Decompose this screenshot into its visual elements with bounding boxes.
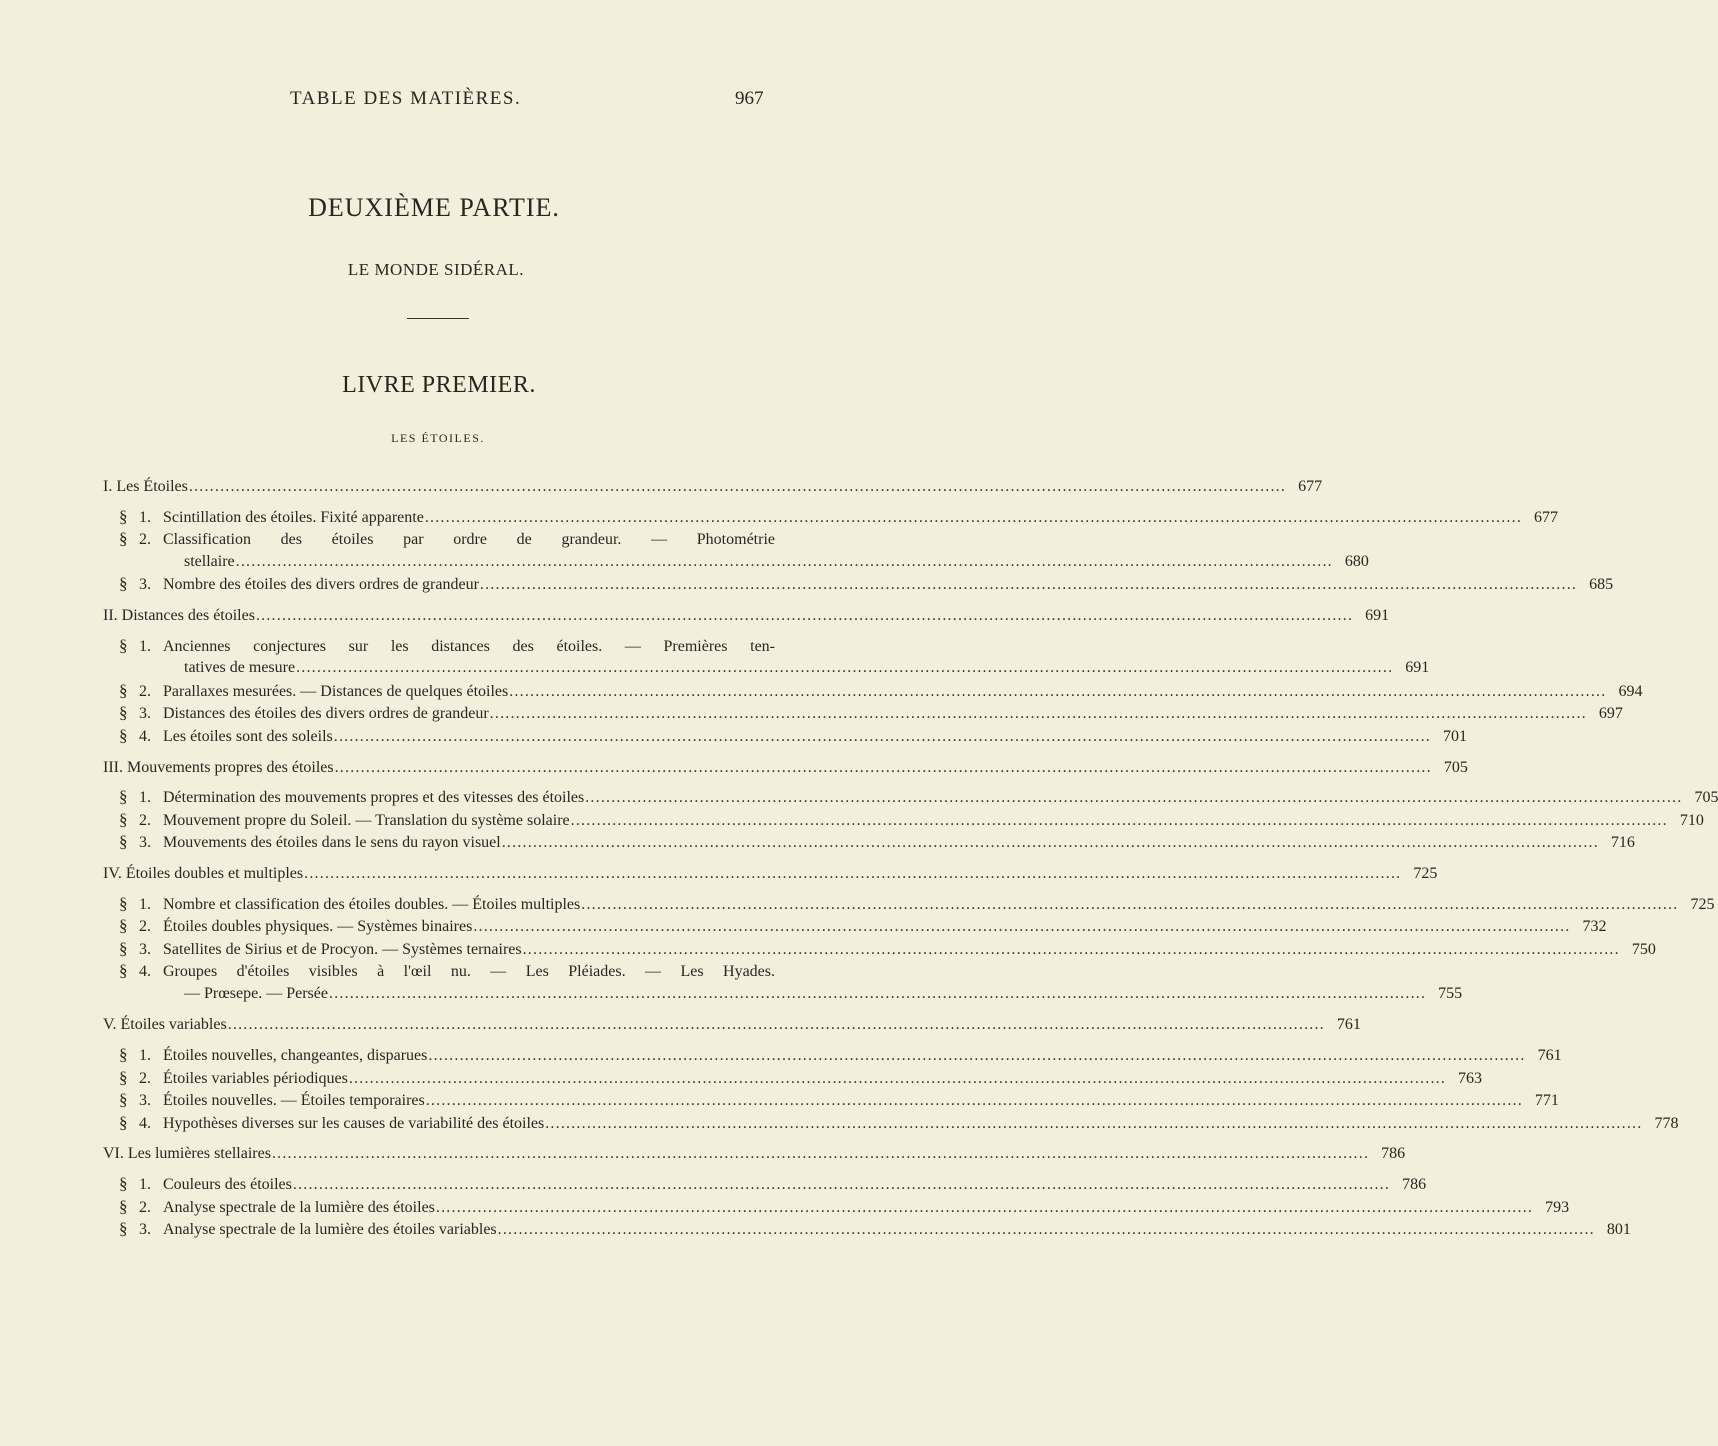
toc-page-number: 786 [1402,1176,1427,1194]
section-number: 2. [139,811,151,829]
section-number: 2. [139,531,151,549]
toc-section-text: Distances des étoiles des divers ordres de grandeur [163,705,489,723]
section-number: 1. [139,789,151,807]
toc-chapter-heading [103,1014,1361,1037]
leader-dots [349,1068,1446,1091]
divider-rule [407,318,469,319]
section-number: 3. [139,1092,151,1110]
running-head-page-number: 967 [735,88,764,109]
toc-section-text: Étoiles doubles physiques. — Systèmes binaires [163,918,473,936]
section-number: 1. [139,637,151,655]
toc-section [103,1067,1483,1090]
toc-chapter-title: VI. Les lumières stellaires [103,1145,271,1163]
toc-section [103,893,1715,916]
toc-section-text: Nombre des étoiles des divers ordres de grandeur [163,576,479,594]
leader-dots [545,1113,1642,1136]
toc-chapter [103,1014,1679,1134]
toc-section-text: Satellites de Sirius et de Procyon. — Systèmes ternaires [163,940,522,958]
section-sign: § [119,787,128,807]
section-sign: § [119,506,128,526]
toc-page-number: 725 [1413,864,1438,882]
leader-dots [228,1014,1325,1037]
toc-chapter-heading [103,605,1390,628]
section-sign: § [119,635,128,655]
leader-dots [334,726,1431,749]
toc-section [103,786,1718,809]
section-sign: § [119,1219,128,1239]
toc-page-number: 710 [1679,811,1704,829]
section-number: 3. [139,940,151,958]
leader-dots [509,681,1606,704]
leader-dots [585,787,1682,810]
toc-section [103,1044,1562,1067]
section-sign: § [119,703,128,723]
toc-page-number: 677 [1298,478,1323,495]
leader-dots [236,551,1333,574]
toc-section-text: stellaire [184,552,235,570]
leader-dots [189,476,1286,499]
toc-section-text: Couleurs des étoiles [163,1176,292,1194]
section-sign: § [119,529,128,549]
leader-dots [490,703,1587,726]
toc-section-text: Étoiles variables périodiques [163,1069,348,1087]
section-sign: § [119,938,128,958]
leader-dots [329,983,1426,1006]
section-number: 3. [139,576,151,594]
toc-section [103,1173,1427,1196]
section-number: 3. [139,705,151,723]
toc-chapter-title: IV. Étoiles doubles et multiples [103,864,304,882]
part-title: DEUXIÈME PARTIE. [308,193,560,222]
section-number: 3. [139,834,151,852]
section-number: 1. [139,1176,151,1194]
toc-chapter [103,863,1715,1006]
toc-page-number: 691 [1365,606,1390,624]
toc-chapter [103,605,1643,748]
toc-page-number: 801 [1606,1221,1631,1239]
section-number: 2. [139,1069,151,1087]
toc-section-text: tatives de mesure [184,659,296,677]
toc-chapter-heading [103,863,1438,886]
toc-section-text: Classification des étoiles par ordre de grandeur. — Photométrie [163,531,775,549]
section-number: 4. [139,1114,151,1132]
leader-dots [581,894,1678,917]
section-number: 2. [139,682,151,700]
section-number: 2. [139,918,151,936]
toc-section-continuation [103,657,1430,680]
section-sign: § [119,1196,128,1216]
toc-page-number: 786 [1381,1145,1406,1163]
toc-section-text: Les étoiles sont des soleils [163,727,333,745]
toc-section-text: — Prœsepe. — Persée [184,984,328,1002]
toc-page-number: 716 [1610,834,1635,852]
toc-section-text: Analyse spectrale de la lumière des étoiles variables [163,1221,497,1239]
toc-section-continuation [103,551,1369,574]
toc-chapter-heading [103,757,1468,780]
toc-chapter-title: I. Les Étoiles [103,478,188,495]
toc-section [103,915,1607,938]
section-sign: § [119,574,128,594]
toc-section-text: Mouvement propre du Soleil. — Translation du système solaire [163,811,570,829]
running-head-title: TABLE DES MATIÈRES. [290,88,522,109]
toc-page-number: 697 [1598,705,1623,723]
section-sign: § [119,893,128,913]
toc-section [103,938,1656,961]
toc-section [103,506,1559,529]
toc-page-number: 763 [1458,1069,1483,1087]
toc-section-text: Étoiles nouvelles, changeantes, disparues [163,1047,428,1065]
toc-section-text: Mouvements des étoiles dans le sens du rayon visuel [163,834,501,852]
book-title: LIVRE PREMIER. [342,372,536,398]
toc-section-text: Détermination des mouvements propres et des vitesses des étoiles [163,789,585,807]
toc-page-number: 680 [1344,552,1369,570]
toc-section [103,680,1643,703]
toc-chapter-heading [103,476,1323,499]
section-sign: § [119,1112,128,1132]
leader-dots [428,1045,1525,1068]
toc-page-number: 778 [1654,1114,1679,1132]
toc-section-text: Étoiles nouvelles. — Étoiles temporaires [163,1092,425,1110]
book-subtitle: LES ÉTOILES. [391,431,485,445]
toc-chapter-title: V. Étoiles variables [103,1016,227,1034]
section-number: 4. [139,963,151,981]
toc-section [103,528,775,551]
section-sign: § [119,1067,128,1087]
section-sign: § [119,725,128,745]
section-sign: § [119,680,128,700]
leader-dots [296,657,1393,680]
toc-section-text: Anciennes conjectures sur les distances des étoiles. — Premières ten- [163,637,775,655]
section-number: 1. [139,508,151,526]
toc-page-number: 705 [1694,789,1718,807]
section-sign: § [119,809,128,829]
leader-dots [436,1197,1533,1220]
section-number: 1. [139,895,151,913]
toc-page-number: 701 [1442,727,1467,745]
toc-section-text: Groupes d'étoiles visibles à l'œil nu. — Les Pléiades. — Les Hyades. [163,963,775,981]
leader-dots [498,1219,1595,1242]
toc-chapter-title: II. Distances des étoiles [103,606,255,624]
toc-page-number: 771 [1534,1092,1559,1110]
toc-section [103,702,1623,725]
toc-page-number: 761 [1537,1047,1562,1065]
toc-page-number: 755 [1438,984,1463,1002]
leader-dots [293,1174,1390,1197]
leader-dots [523,939,1620,962]
leader-dots [272,1143,1369,1166]
section-sign: § [119,1090,128,1110]
toc-page-number: 694 [1618,682,1643,700]
leader-dots [480,574,1577,597]
section-sign: § [119,1045,128,1065]
leader-dots [335,757,1432,780]
section-sign: § [119,961,128,981]
toc-chapter [103,1143,1631,1240]
leader-dots [425,507,1522,530]
toc-page-number: 705 [1443,758,1468,776]
toc-chapter [103,476,1614,596]
section-sign: § [119,832,128,852]
toc-section-text: Parallaxes mesurées. — Distances de quelques étoiles [163,682,509,700]
section-sign: § [119,916,128,936]
leader-dots [502,832,1599,855]
leader-dots [426,1090,1523,1113]
section-number: 4. [139,727,151,745]
toc-page-number: 761 [1336,1016,1361,1034]
section-number: 2. [139,1198,151,1216]
toc-section-text: Nombre et classification des étoiles doubles. — Étoiles multiples [163,895,581,913]
toc-section [103,725,1467,748]
part-subtitle: LE MONDE SIDÉRAL. [347,260,525,279]
toc-section [103,1218,1631,1241]
toc-section [103,960,775,983]
toc-section-text: Hypothèses diverses sur les causes de variabilité des étoiles [163,1114,545,1132]
toc-page-number: 691 [1405,659,1430,677]
toc-section [103,831,1635,854]
toc-section [103,573,1614,596]
toc-section-text: Scintillation des étoiles. Fixité apparente [163,508,424,526]
leader-dots [473,916,1570,939]
toc-section-text: Analyse spectrale de la lumière des étoiles [163,1198,435,1216]
running-head [0,88,928,112]
toc-page-number: 677 [1534,508,1559,526]
leader-dots [571,810,1668,833]
leader-dots [256,605,1353,628]
toc-chapter [103,757,1718,854]
toc-page-number: 685 [1589,576,1614,594]
section-number: 1. [139,1047,151,1065]
toc-section-continuation [103,983,1463,1006]
toc-page-number: 750 [1631,940,1656,958]
section-number: 3. [139,1221,151,1239]
toc-chapter-heading [103,1143,1406,1166]
toc-section [103,809,1704,832]
toc-page-number: 732 [1582,918,1607,936]
toc-section [103,1112,1679,1135]
leader-dots [304,863,1401,886]
toc-page-number: 725 [1690,895,1715,913]
toc-section [103,1089,1559,1112]
table-of-contents [103,476,1718,1250]
section-sign: § [119,1174,128,1194]
toc-section [103,1196,1570,1219]
toc-chapter-title: III. Mouvements propres des étoiles [103,758,334,776]
toc-page-number: 793 [1545,1198,1570,1216]
toc-section [103,635,775,658]
